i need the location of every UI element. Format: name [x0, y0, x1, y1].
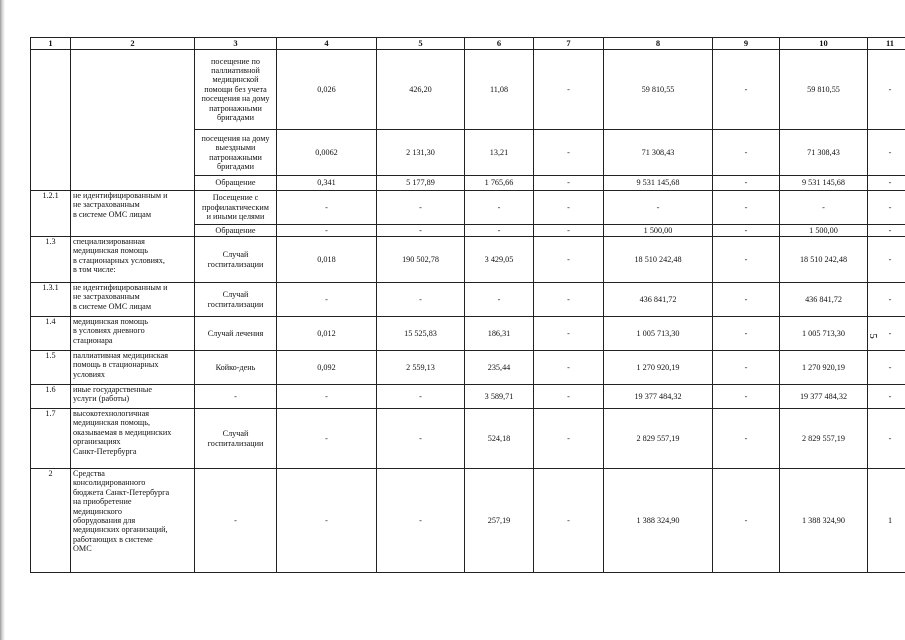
unit-cell: Случай госпитализации [195, 283, 277, 317]
value-cell: - [713, 176, 780, 191]
value-cell: 2 559,13 [377, 351, 465, 385]
value-cell: - [713, 130, 780, 176]
column-header: 1 [31, 38, 71, 50]
value-cell: - [868, 130, 905, 176]
row-number-cell: 1.3.1 [31, 283, 71, 317]
table-row [31, 409, 905, 469]
value-cell: 235,44 [465, 351, 534, 385]
row-number-cell: 1.2.1 [31, 191, 71, 237]
row-number-cell: 1.5 [31, 351, 71, 385]
value-cell: 190 502,78 [377, 237, 465, 283]
value-cell: - [534, 225, 604, 237]
column-header: 3 [195, 38, 277, 50]
value-cell: - [377, 225, 465, 237]
value-cell: - [534, 351, 604, 385]
value-cell: - [377, 283, 465, 317]
unit-cell: Обращение [195, 225, 277, 237]
value-cell: - [534, 50, 604, 130]
value-cell: 18 510 242,48 [780, 237, 868, 283]
table-row [31, 237, 905, 283]
row-number-cell: 1.6 [31, 385, 71, 409]
value-cell: 18 510 242,48 [604, 237, 713, 283]
column-header: 5 [377, 38, 465, 50]
value-cell: - [713, 317, 780, 351]
value-cell: - [377, 385, 465, 409]
value-cell: - [713, 237, 780, 283]
value-cell: - [534, 237, 604, 283]
value-cell: - [868, 237, 905, 283]
table-row [31, 191, 905, 225]
row-label-cell: специализированная медицинская помощь в стационарных условиях, в том числе: [71, 237, 195, 283]
value-cell: 9 531 145,68 [604, 176, 713, 191]
column-header: 4 [277, 38, 377, 50]
row-number-cell: 1.7 [31, 409, 71, 469]
row-number-cell [31, 50, 71, 191]
value-cell: 9 531 145,68 [780, 176, 868, 191]
unit-cell: Случай госпитализации [195, 409, 277, 469]
value-cell: 0,092 [277, 351, 377, 385]
column-header: 10 [780, 38, 868, 50]
table-row [31, 50, 905, 130]
value-cell: 71 308,43 [780, 130, 868, 176]
value-cell: - [713, 351, 780, 385]
value-cell: - [780, 191, 868, 225]
value-cell: 1 005 713,30 [604, 317, 713, 351]
value-cell: - [604, 191, 713, 225]
value-cell: 0,012 [277, 317, 377, 351]
value-cell: - [465, 225, 534, 237]
column-header: 6 [465, 38, 534, 50]
value-cell: - [868, 225, 905, 237]
value-cell: - [534, 130, 604, 176]
value-cell: - [534, 283, 604, 317]
unit-cell: Обращение [195, 176, 277, 191]
row-label-cell: медицинская помощь в условиях дневного стационара [71, 317, 195, 351]
unit-cell: посещения на дому выездными патронажными бригадами [195, 130, 277, 176]
value-cell: 1 500,00 [780, 225, 868, 237]
unit-cell: Случай лечения [195, 317, 277, 351]
value-cell: - [277, 385, 377, 409]
row-label-cell: высокотехнологичная медицинская помощь, оказываемая в медицинских организациях Санкт-Петербурга [71, 409, 195, 469]
value-cell: - [868, 191, 905, 225]
value-cell: 186,31 [465, 317, 534, 351]
row-number-cell: 1.3 [31, 237, 71, 283]
value-cell: - [713, 50, 780, 130]
value-cell: - [277, 191, 377, 225]
unit-cell: Посещение с профилактическим и иными целями [195, 191, 277, 225]
scan-edge-shadow [0, 0, 5, 640]
value-cell: 3 429,05 [465, 237, 534, 283]
value-cell: 436 841,72 [780, 283, 868, 317]
row-label-cell: не идентифицированным и не застрахованным в системе ОМС лицам [71, 283, 195, 317]
value-cell: 1 388 324,90 [780, 469, 868, 573]
row-label-cell: иные государственные услуги (работы) [71, 385, 195, 409]
value-cell: 19 377 484,32 [780, 385, 868, 409]
value-cell: - [534, 385, 604, 409]
value-cell: - [277, 469, 377, 573]
value-cell: - [465, 283, 534, 317]
value-cell: 1 270 920,19 [780, 351, 868, 385]
column-header: 2 [71, 38, 195, 50]
value-cell: - [868, 409, 905, 469]
value-cell: 1 500,00 [604, 225, 713, 237]
value-cell: - [713, 385, 780, 409]
value-cell: - [713, 469, 780, 573]
value-cell: 426,20 [377, 50, 465, 130]
value-cell: - [868, 50, 905, 130]
value-cell: - [868, 351, 905, 385]
value-cell: 59 810,55 [780, 50, 868, 130]
value-cell: - [713, 409, 780, 469]
value-cell: 1 [868, 469, 905, 573]
value-cell: - [277, 283, 377, 317]
value-cell: 1 388 324,90 [604, 469, 713, 573]
value-cell: - [534, 191, 604, 225]
value-cell: - [713, 283, 780, 317]
value-cell: 11,08 [465, 50, 534, 130]
value-cell: - [377, 191, 465, 225]
column-header: 11 [868, 38, 905, 50]
unit-cell: посещение по паллиативной медицинской помощи без учета посещения на дому патронажными бригадами [195, 50, 277, 130]
value-cell: 436 841,72 [604, 283, 713, 317]
value-cell: 1 765,66 [465, 176, 534, 191]
value-cell: 0,026 [277, 50, 377, 130]
value-cell: - [868, 385, 905, 409]
table-row [31, 469, 905, 573]
value-cell: - [868, 283, 905, 317]
row-number-cell: 2 [31, 469, 71, 573]
value-cell: - [277, 225, 377, 237]
value-cell: 0,0062 [277, 130, 377, 176]
value-cell: 19 377 484,32 [604, 385, 713, 409]
value-cell: - [713, 191, 780, 225]
value-cell: 2 829 557,19 [604, 409, 713, 469]
column-header: 7 [534, 38, 604, 50]
value-cell: - [534, 469, 604, 573]
value-cell: 15 525,83 [377, 317, 465, 351]
value-cell: - [465, 191, 534, 225]
value-cell: 71 308,43 [604, 130, 713, 176]
table-row [31, 351, 905, 385]
page-number: 5 [866, 333, 879, 339]
row-label-cell: паллиативная медицинская помощь в стационарных условиях [71, 351, 195, 385]
value-cell: - [534, 317, 604, 351]
value-cell: 59 810,55 [604, 50, 713, 130]
value-cell: 1 005 713,30 [780, 317, 868, 351]
column-header: 9 [713, 38, 780, 50]
value-cell: - [377, 469, 465, 573]
header-row [31, 38, 905, 50]
value-cell: 524,18 [465, 409, 534, 469]
value-cell: 13,21 [465, 130, 534, 176]
table-row [31, 385, 905, 409]
unit-cell: - [195, 469, 277, 573]
column-header: 8 [604, 38, 713, 50]
row-label-cell: не идентифицированным и не застрахованным в системе ОМС лицам [71, 191, 195, 237]
value-cell: 3 589,71 [465, 385, 534, 409]
value-cell: - [534, 176, 604, 191]
row-number-cell: 1.4 [31, 317, 71, 351]
value-cell: 0,018 [277, 237, 377, 283]
value-cell: 1 270 920,19 [604, 351, 713, 385]
row-label-cell [71, 50, 195, 191]
value-cell: 257,19 [465, 469, 534, 573]
value-cell: - [713, 225, 780, 237]
value-cell: 5 177,89 [377, 176, 465, 191]
table-row [31, 317, 905, 351]
unit-cell: - [195, 385, 277, 409]
value-cell: - [534, 409, 604, 469]
value-cell: - [868, 317, 905, 351]
value-cell: - [377, 409, 465, 469]
value-cell: 0,341 [277, 176, 377, 191]
value-cell: - [277, 409, 377, 469]
value-cell: 2 829 557,19 [780, 409, 868, 469]
table-row [31, 283, 905, 317]
value-cell: - [868, 176, 905, 191]
value-cell: 2 131,30 [377, 130, 465, 176]
unit-cell: Случай госпитализации [195, 237, 277, 283]
unit-cell: Койко-день [195, 351, 277, 385]
row-label-cell: Средства консолидированного бюджета Санкт-Петербурга на приобретение медицинского оборудования для медицинских организаций, работающих в системе ОМС [71, 469, 195, 573]
data-table [30, 37, 905, 573]
